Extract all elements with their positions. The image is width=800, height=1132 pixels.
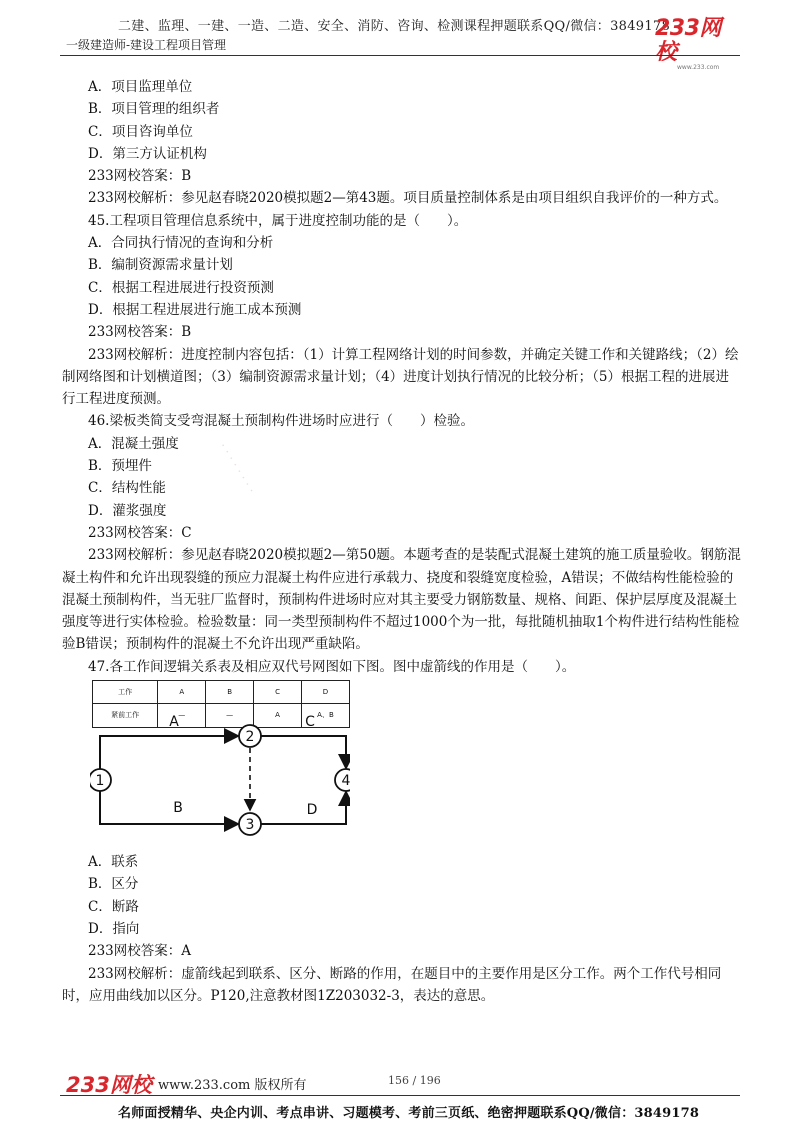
table-cell: A (254, 704, 302, 727)
table-cell: A (158, 681, 206, 704)
arrow-label: B (173, 800, 183, 817)
table-cell: D (301, 681, 349, 704)
option-line: C．断路 (88, 898, 139, 915)
question-block-2 (62, 851, 742, 1007)
option-line: 233网校答案：B (88, 168, 192, 185)
header-contact-line: 二建、监理、一建、一造、二造、安全、消防、咨询、检测课程押题联系QQ/微信：3849178 (118, 19, 671, 34)
paragraph: 233网校解析：参见赵春晓2020模拟题2—第43题。项目质量控制体系是由项目组织自我评价的一种方式。 (88, 190, 728, 207)
option-line: B．编制资源需求量计划 (88, 257, 233, 274)
arrow-label: C (305, 714, 315, 731)
document-title: 一级建造师-建设工程项目管理 (66, 38, 227, 52)
table-cell: — (158, 704, 206, 727)
arrow-a (100, 736, 238, 774)
document-body (62, 76, 742, 1007)
option-line: 233网校答案：A (88, 943, 192, 960)
node-label: 3 (245, 817, 255, 834)
option-line: D．第三方认证机构 (88, 145, 207, 162)
header-divider (60, 55, 740, 56)
table-cell: B (206, 681, 254, 704)
option-line: 233网校答案：C (88, 524, 192, 541)
node-label: 4 (341, 773, 350, 790)
option-line: A．混凝土强度 (88, 435, 179, 452)
footer-copyright: www.233.com 版权所有 (158, 1078, 307, 1093)
option-line: C．项目咨询单位 (88, 123, 193, 140)
arrow-label: D (306, 802, 318, 819)
paragraph: 46.梁板类简支受弯混凝土预制构件进场时应进行（ ）检验。 (88, 413, 474, 430)
option-line: A．联系 (88, 854, 139, 871)
question-block-1 (62, 76, 742, 678)
node-label: 1 (95, 773, 105, 790)
footer-contact-line: 名师面授精华、央企内训、考点串讲、习题模考、考前三页纸、绝密押题联系QQ/微信：3849178 (118, 1106, 700, 1121)
table-row (93, 681, 350, 704)
option-line: A．项目监理单位 (88, 79, 193, 95)
arrow-c (261, 736, 346, 768)
footer-divider (60, 1095, 740, 1096)
paragraph: 47.各工作间逻辑关系表及相应双代号网图如下图。图中虚箭线的作用是（ ）。 (88, 658, 576, 675)
option-line: 233网校答案：B (88, 324, 192, 341)
footer-logo: 233网校 (66, 1073, 152, 1097)
option-line: B．项目管理的组织者 (88, 101, 220, 118)
watermark: · · · · · · · · (216, 440, 259, 496)
table-cell: A、B (301, 704, 349, 727)
paragraph: 233网校解析：参见赵春晓2020模拟题2—第50题。本题考查的是装配式混凝土建筑的施工质量验收。钢筋混凝土构件和允许出现裂缝的预应力混凝土构件应进行承载力、挠度和裂缝宽度检验，A错误；不做结构性能检验的混凝土预制构件，当无驻厂监督时，预制构件进场时应对其主要受力钢筋数量、规格、间距、保护层厚度及混凝土强度等进行实体检验。检验数量：同一类型预制构件不超过1000个为一批，每批随机抽取1个构件进行结构性能检验B错误；预制构件的混凝土不允许出现严重缺陷。 (62, 547, 741, 653)
option-line: B．预埋件 (88, 458, 152, 475)
option-line: B．区分 (88, 876, 139, 893)
arrow-d (261, 792, 346, 824)
option-line: D．根据工程进展进行施工成本预测 (88, 301, 302, 318)
arrow-label: A (169, 714, 179, 731)
table-cell: — (206, 704, 254, 727)
brand-logo-url: www.233.com (677, 64, 720, 71)
table-cell: 工作 (93, 681, 158, 704)
option-line: C．结构性能 (88, 480, 166, 497)
network-diagram-figure (90, 680, 350, 845)
paragraph: 233网校解析：进度控制内容包括：（1）计算工程网络计划的时间参数，并确定关键工作和关键路线；（2）绘制网络图和计划横道图；（3）编制资源需求量计划；（4）进度计划执行情况的比较分析；（5）根据工程的进展进行工程进度预测。 (62, 346, 739, 408)
paragraph: 233网校解析：虚箭线起到联系、区分、断路的作用，在题目中的主要作用是区分工作。两个工作代号相同时，应用曲线加以区分。P120,注意教材图1Z203032-3，表达的意思。 (62, 965, 722, 1004)
double-code-network-graph (90, 702, 350, 842)
node-label: 2 (245, 729, 255, 746)
table-cell: C (254, 681, 302, 704)
page-number: 156 / 196 (388, 1074, 441, 1087)
arrow-b (100, 786, 238, 824)
brand-logo (655, 16, 740, 71)
option-line: D．指向 (88, 920, 140, 937)
brand-logo-text: 233网校 (655, 16, 721, 65)
option-line: D．灌浆强度 (88, 502, 167, 519)
option-line: A．合同执行情况的查询和分析 (88, 235, 274, 252)
table-cell: 紧前工作 (93, 704, 158, 727)
paragraph: 45.工程项目管理信息系统中，属于进度控制功能的是（ ）。 (88, 212, 468, 229)
option-line: C．根据工程进展进行投资预测 (88, 279, 274, 296)
